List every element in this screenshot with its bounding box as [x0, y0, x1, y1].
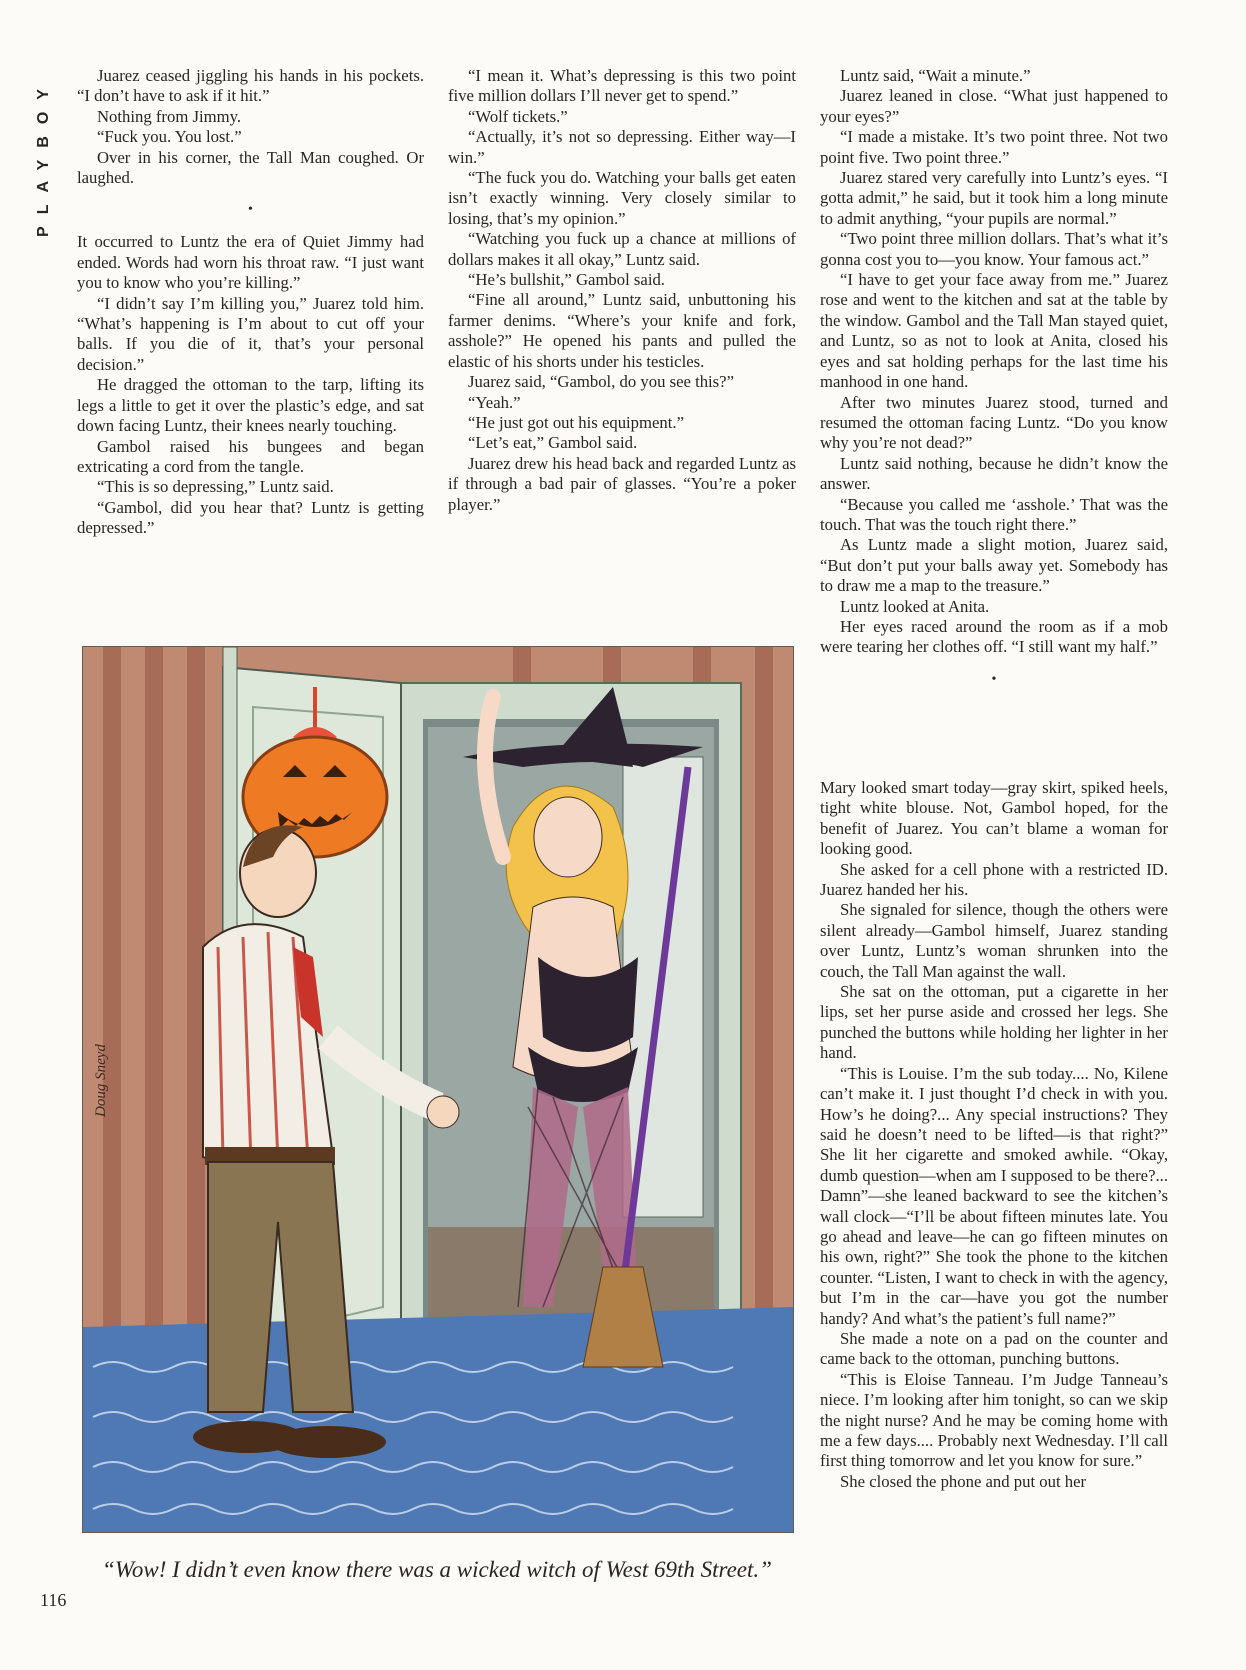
- paragraph: Nothing from Jimmy.: [97, 106, 242, 126]
- paragraph: As Luntz made a slight motion, Juarez said, “But don’t put your balls away yet. Somebody has to draw me a map to the treasure.”: [820, 535, 1168, 596]
- paragraph: “Actually, it’s not so depressing. Either way—I win.”: [448, 127, 796, 167]
- paragraph: “Wolf tickets.”: [468, 106, 568, 126]
- cartoon-illustration: [82, 646, 794, 1533]
- paragraph: Gambol raised his bungees and began extricating a cord from the tangle.: [77, 436, 424, 476]
- paragraph: “I made a mistake. It’s two point three. Not two point five. Two point three.”: [820, 127, 1168, 167]
- paragraph: She asked for a cell phone with a restricted ID. Juarez handed her his.: [820, 859, 1168, 900]
- paragraph: Luntz said nothing, because he didn’t know the answer.: [820, 453, 1168, 494]
- text-column-2: [448, 66, 796, 515]
- paragraph: “Let’s eat,” Gambol said.: [468, 433, 638, 453]
- paragraph: “Gambol, did you hear that? Luntz is getting depressed.”: [77, 497, 424, 538]
- paragraph: She closed the phone and put out her: [840, 1471, 1087, 1491]
- paragraph: “Because you called me ‘asshole.’ That was the touch. That was the touch right there.”: [820, 494, 1168, 534]
- paragraph: “Yeah.”: [468, 392, 521, 412]
- text-column-1: [77, 66, 424, 539]
- section-break: •: [991, 671, 997, 687]
- paragraph: She signaled for silence, though the others were silent already—Gambol himself, Juarez standing over Luntz, Luntz’s woman shrunken into the couch, the Tall Man against the wall.: [820, 900, 1168, 981]
- paragraph: Juarez drew his head back and regarded Luntz as if through a bad pair of glasses. “You’re a poker player.”: [448, 453, 796, 514]
- section-break: •: [248, 202, 253, 218]
- paragraph: “I didn’t say I’m killing you,” Juarez told him. “What’s happening is I’m about to cut off your balls. If you die of it, that’s your personal decision.”: [77, 293, 424, 374]
- paragraph: “The fuck you do. Watching your balls get eaten isn’t exactly winning. Very closely similar to losing, that’s my opinion.”: [448, 168, 796, 228]
- masthead: PLAYBOY: [35, 77, 52, 237]
- text-column-3-bottom: [820, 778, 1168, 1492]
- paragraph: “He’s bullshit,” Gambol said.: [468, 270, 665, 290]
- page-number: 116: [40, 1590, 67, 1610]
- paragraph: Over in his corner, the Tall Man coughed. Or laughed.: [77, 147, 424, 188]
- paragraph: “Two point three million dollars. That’s what it’s gonna cost you to—you know. Your famous act.”: [820, 229, 1168, 269]
- paragraph: “Fuck you. You lost.”: [97, 127, 242, 147]
- paragraph: She sat on the ottoman, put a cigarette in her lips, set her purse aside and crossed her legs. She punched the buttons while holding her lighter in her hand.: [820, 982, 1168, 1063]
- paragraph: He dragged the ottoman to the tarp, lifting its legs a little to get it over the plastic’s edge, and sat down facing Luntz, their knees nearly touching.: [77, 375, 424, 436]
- text-column-3-top: [820, 66, 1168, 702]
- paragraph: After two minutes Juarez stood, turned and resumed the ottoman facing Luntz. “Do you know why you’re not dead?”: [820, 392, 1168, 453]
- paragraph: Juarez ceased jiggling his hands in his pockets. “I don’t have to ask if it hit.”: [77, 66, 424, 106]
- paragraph: “He just got out his equipment.”: [468, 412, 684, 432]
- paragraph: “This is Eloise Tanneau. I’m Judge Tanneau’s niece. I’m looking after him tonight, so can we skip the night nurse? And he may be coming home with me a few days.... Probably next Wednesday. I’ll call first thing tomorrow and let you know for sure.”: [820, 1369, 1168, 1471]
- paragraph: Juarez stared very carefully into Luntz’s eyes. “I gotta admit,” he said, but it took him a long minute to admit anything, “your pupils are normal.”: [820, 168, 1168, 228]
- paragraph: It occurred to Luntz the era of Quiet Jimmy had ended. Words had worn his throat raw. “I just want you to know who you’re killing.”: [77, 232, 424, 293]
- paragraph: “This is Louise. I’m the sub today.... No, Kilene can’t make it. I just thought I’d check in with you. How’s he doing?... Any special instructions? They said he doesn’t need to be lifted—is that right?” She lit her cigarette and smoked awhile. “Okay, dumb question—when am I supposed to be there?... Damn”—she leaned backward to see the kitchen’s wall clock—“I’ll be about fifteen minutes late. You go ahead and leave—he can go fifteen minutes on his own, right?” She took the phone to the kitchen counter. “Listen, I want to check in with the agency, but I’m in the car—have you got the number handy? And what’s the patient’s full name?”: [820, 1063, 1168, 1328]
- paragraph: “This is so depressing,” Luntz said.: [97, 477, 334, 497]
- paragraph: “Fine all around,” Luntz said, unbuttoning his farmer denims. “Where’s your knife and fork, asshole?” He opened his pants and pulled the elastic of his shorts under his testicles.: [448, 290, 796, 371]
- paragraph: Juarez leaned in close. “What just happened to your eyes?”: [820, 86, 1168, 126]
- cartoon-caption: “Wow! I didn’t even know there was a wicked witch of West 69th Street.”: [102, 1557, 772, 1582]
- paragraph: Luntz said, “Wait a minute.”: [840, 66, 1031, 85]
- paragraph: Mary looked smart today—gray skirt, spiked heels, tight white blouse. Not, Gambol hoped, for the benefit of Juarez. You can’t blame a woman for looking good.: [820, 778, 1168, 859]
- paragraph: “I have to get your face away from me.” Juarez rose and went to the kitchen and sat at the table by the window. Gambol and the Tall Man stayed quiet, and Luntz, so as not to look at Anita, closed his eyes and sat holding perhaps for the last time his manhood in one hand.: [820, 270, 1168, 392]
- paragraph: “Watching you fuck up a chance at millions of dollars makes it all okay,” Luntz said.: [448, 229, 796, 269]
- paragraph: Her eyes raced around the room as if a mob were tearing her clothes off. “I still want my half.”: [820, 616, 1168, 657]
- paragraph: Juarez said, “Gambol, do you see this?”: [468, 372, 734, 392]
- paragraph: She made a note on a pad on the counter and came back to the ottoman, punching buttons.: [820, 1328, 1168, 1369]
- paragraph: Luntz looked at Anita.: [840, 596, 990, 616]
- paragraph: “I mean it. What’s depressing is this two point five million dollars I’ll never get to spend.”: [448, 66, 796, 106]
- artist-signature: Doug Sneyd: [93, 1044, 109, 1117]
